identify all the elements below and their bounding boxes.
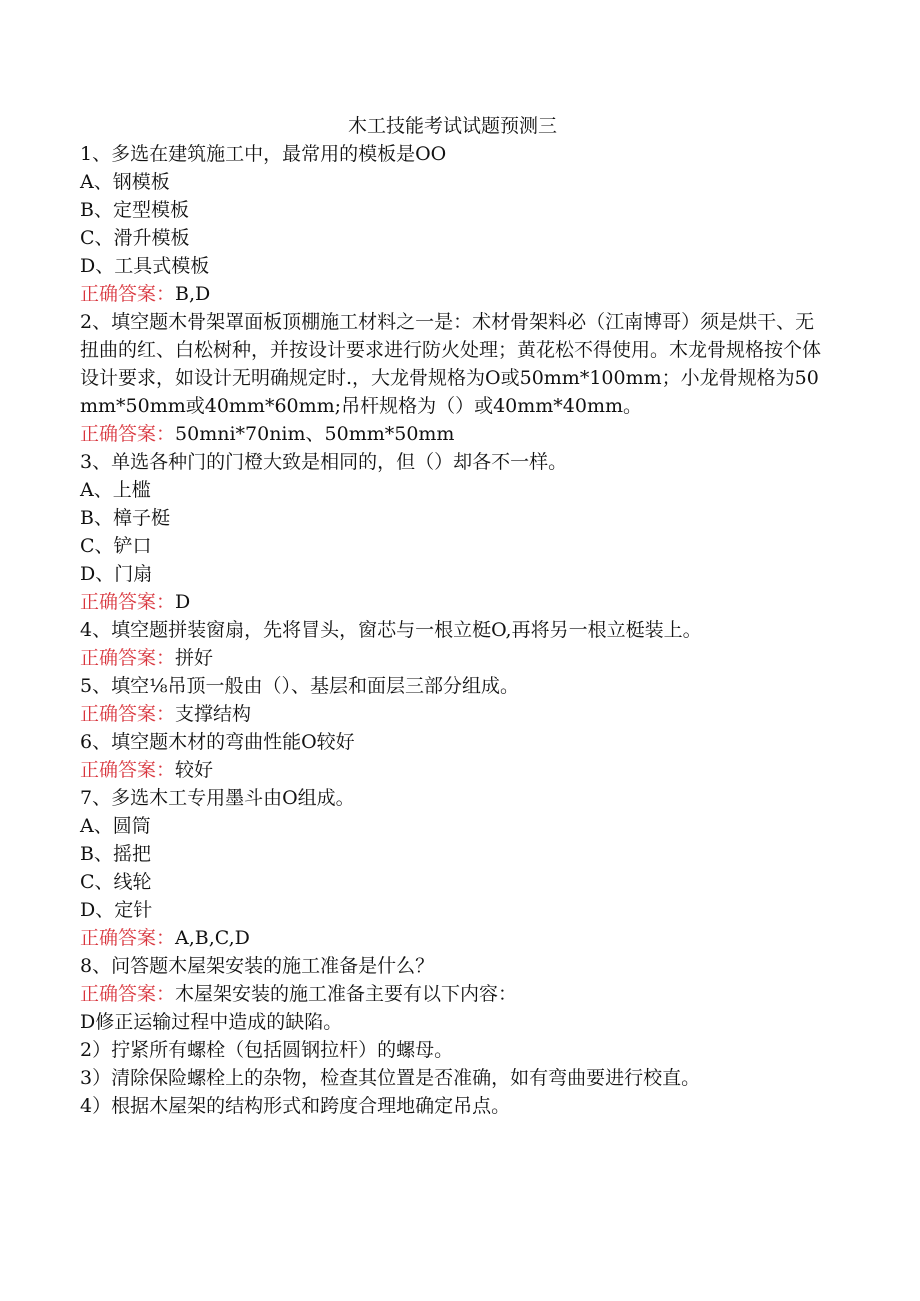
option-c: C、铲口 <box>80 535 152 557</box>
document-title: 木工技能考试试题预测三 <box>347 115 557 137</box>
answer-line <box>80 924 840 952</box>
option-b: B、定型模板 <box>80 199 189 221</box>
option-b: B、樟子梃 <box>80 507 170 529</box>
answer-line <box>80 280 840 308</box>
answer-label: 正确答案： <box>80 423 176 445</box>
question-7 <box>80 784 840 952</box>
option-c: C、滑升模板 <box>80 227 190 249</box>
question-stem: 2、填空题木骨架罩面板顶棚施工材料之一是：术材骨架料必（江南博哥）须是烘干、无扭曲的红、白松树种，并按设计要求进行防火处理；黄花松不得使用。木龙骨规格按个体设计要求，如设计无明确规定时.，大龙骨规格为O或50mm*100mm；小龙骨规格为50mm*50mm或40mm*60mm;吊杆规格为（）或40mm*40mm。 <box>80 311 822 417</box>
answer-line <box>80 420 840 448</box>
answer-line <box>80 644 840 672</box>
answer-label: 正确答案： <box>80 591 176 613</box>
answer-label: 正确答案： <box>80 759 176 781</box>
answer-value: 50mni*70nim、50mm*50mm <box>175 423 455 445</box>
question-stem: 1、多选在建筑施工中，最常用的模板是OO <box>80 143 447 165</box>
answer-line <box>80 980 840 1008</box>
answer-detail-3: 3）清除保险螺栓上的杂物，检查其位置是否准确，如有弯曲要进行校直。 <box>80 1067 701 1089</box>
option-a: A、圆筒 <box>80 815 151 837</box>
question-stem: 4、填空题拼装窗扇，先将冒头，窗芯与一根立梃O,再将另一根立梃装上。 <box>80 619 702 641</box>
question-1 <box>80 140 840 308</box>
answer-value: 木屋架安装的施工准备主要有以下内容： <box>175 983 518 1005</box>
question-4 <box>80 616 840 672</box>
question-6 <box>80 728 840 784</box>
answer-line <box>80 588 840 616</box>
answer-line <box>80 756 840 784</box>
question-stem: 3、单选各种门的门橙大致是相同的，但（）却各不一样。 <box>80 451 568 473</box>
question-3 <box>80 448 840 616</box>
answer-label: 正确答案： <box>80 983 176 1005</box>
option-a: A、上槛 <box>80 479 151 501</box>
question-stem: 7、多选木工专用墨斗由O组成。 <box>80 787 355 809</box>
question-2 <box>80 308 840 448</box>
answer-label: 正确答案： <box>80 283 176 305</box>
answer-line <box>80 700 840 728</box>
answer-detail-2: 2）拧紧所有螺栓（包括圆钢拉杆）的螺母。 <box>80 1039 454 1061</box>
answer-detail-4: 4）根据木屋架的结构形式和跨度合理地确定吊点。 <box>80 1095 511 1117</box>
answer-value: 较好 <box>175 759 214 781</box>
answer-value: A,B,C,D <box>175 927 250 949</box>
option-c: C、线轮 <box>80 871 152 893</box>
answer-label: 正确答案： <box>80 647 176 669</box>
question-list <box>80 140 840 1120</box>
answer-detail-1: D修正运输过程中造成的缺陷。 <box>80 1011 343 1033</box>
answer-value: 拼好 <box>175 647 214 669</box>
option-a: A、钢模板 <box>80 171 170 193</box>
answer-label: 正确答案： <box>80 703 176 725</box>
answer-label: 正确答案： <box>80 927 176 949</box>
question-8 <box>80 952 840 1120</box>
question-stem: 5、填空⅛吊顶一般由（）、基层和面层三部分组成。 <box>80 675 520 697</box>
answer-value: 支撑结构 <box>175 703 252 725</box>
option-d: D、门扇 <box>80 563 153 585</box>
option-b: B、摇把 <box>80 843 151 865</box>
question-5 <box>80 672 840 728</box>
answer-value: B,D <box>175 283 211 305</box>
question-stem: 8、问答题木屋架安装的施工准备是什么？ <box>80 955 435 977</box>
answer-value: D <box>175 591 191 613</box>
question-stem: 6、填空题木材的弯曲性能O较好 <box>80 731 355 753</box>
option-d: D、工具式模板 <box>80 255 210 277</box>
option-d: D、定针 <box>80 899 153 921</box>
